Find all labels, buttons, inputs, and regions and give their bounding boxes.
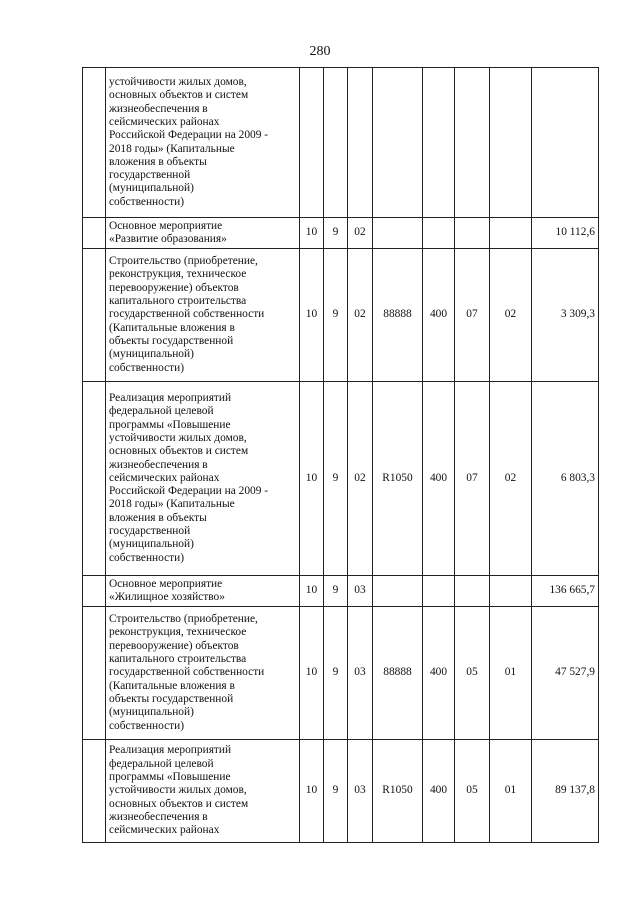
table-row [83,740,599,843]
code-cell-2: 9 [324,607,348,740]
code-cell-5: 400 [423,382,455,576]
row-name-cell: Реализация мероприятий федеральной целевой программы «Повышение устойчивости жилых домов, основных объектов и систем жизнеобеспечения в сейсмических районах Российской Федерации на 2009 - 2018 годы» (Капитальные вложения в объекты государственной (муниципальной) собственности) [106,382,300,576]
code-cell-2: 9 [324,740,348,843]
code-cell-5: 400 [423,740,455,843]
code-cell-5 [423,218,455,249]
page-number: 280 [309,44,331,59]
amount-cell: 10 112,6 [532,218,599,249]
code-cell-2: 9 [324,576,348,607]
code-cell-2: 9 [324,382,348,576]
code-cell-3: 03 [348,740,373,843]
amount-cell: 136 665,7 [532,576,599,607]
row-marker-cell [83,382,106,576]
code-cell-1: 10 [300,218,324,249]
code-cell-6: 05 [455,607,490,740]
row-marker-cell [83,68,106,218]
code-cell-6 [455,218,490,249]
code-cell-4 [373,576,423,607]
row-name-cell: Строительство (приобретение, реконструкция, техническое перевооружение) объектов капитального строительства государственной собственности (Капитальные вложения в объекты государственной (муниципальной) собственности) [106,249,300,382]
code-cell-3: 02 [348,249,373,382]
code-cell-7 [490,576,532,607]
code-cell-7: 01 [490,740,532,843]
code-cell-4 [373,218,423,249]
code-cell-1: 10 [300,576,324,607]
table-row [83,576,599,607]
code-cell-4: 88888 [373,249,423,382]
code-cell-1: 10 [300,740,324,843]
amount-cell: 47 527,9 [532,607,599,740]
code-cell-3: 03 [348,607,373,740]
code-cell-7 [490,68,532,218]
code-cell-5 [423,576,455,607]
table-row [83,382,599,576]
row-name-cell: Реализация мероприятий федеральной целевой программы «Повышение устойчивости жилых домов, основных объектов и систем жизнеобеспечения в сейсмических районах [106,740,300,843]
table-row [83,68,599,218]
code-cell-1: 10 [300,382,324,576]
code-cell-6 [455,576,490,607]
row-marker-cell [83,218,106,249]
code-cell-4: R1050 [373,740,423,843]
code-cell-4: R1050 [373,382,423,576]
code-cell-2: 9 [324,249,348,382]
row-name-cell: Строительство (приобретение, реконструкция, техническое перевооружение) объектов капитального строительства государственной собственности (Капитальные вложения в объекты государственной (муниципальной) собственности) [106,607,300,740]
code-cell-3 [348,68,373,218]
code-cell-5: 400 [423,249,455,382]
row-marker-cell [83,607,106,740]
table-row [83,218,599,249]
row-name-cell: Основное мероприятие «Жилищное хозяйство» [106,576,300,607]
row-name-cell: Основное мероприятие «Развитие образования» [106,218,300,249]
code-cell-3: 03 [348,576,373,607]
code-cell-7: 01 [490,607,532,740]
code-cell-1: 10 [300,249,324,382]
code-cell-5 [423,68,455,218]
amount-cell [532,68,599,218]
code-cell-3: 02 [348,218,373,249]
code-cell-4 [373,68,423,218]
row-marker-cell [83,740,106,843]
code-cell-5: 400 [423,607,455,740]
code-cell-6 [455,68,490,218]
row-marker-cell [83,576,106,607]
code-cell-6: 07 [455,249,490,382]
row-name-cell: устойчивости жилых домов, основных объектов и систем жизнеобеспечения в сейсмических районах Российской Федерации на 2009 - 2018 годы» (Капитальные вложения в объекты государственной (муниципальной) собственности) [106,68,300,218]
code-cell-7: 02 [490,382,532,576]
code-cell-7: 02 [490,249,532,382]
code-cell-3: 02 [348,382,373,576]
amount-cell: 6 803,3 [532,382,599,576]
code-cell-2: 9 [324,218,348,249]
row-marker-cell [83,249,106,382]
code-cell-7 [490,218,532,249]
code-cell-6: 07 [455,382,490,576]
amount-cell: 3 309,3 [532,249,599,382]
code-cell-6: 05 [455,740,490,843]
code-cell-4: 88888 [373,607,423,740]
code-cell-1 [300,68,324,218]
amount-cell: 89 137,8 [532,740,599,843]
budget-table [82,67,599,843]
table-row [83,249,599,382]
code-cell-1: 10 [300,607,324,740]
code-cell-2 [324,68,348,218]
table-row [83,607,599,740]
